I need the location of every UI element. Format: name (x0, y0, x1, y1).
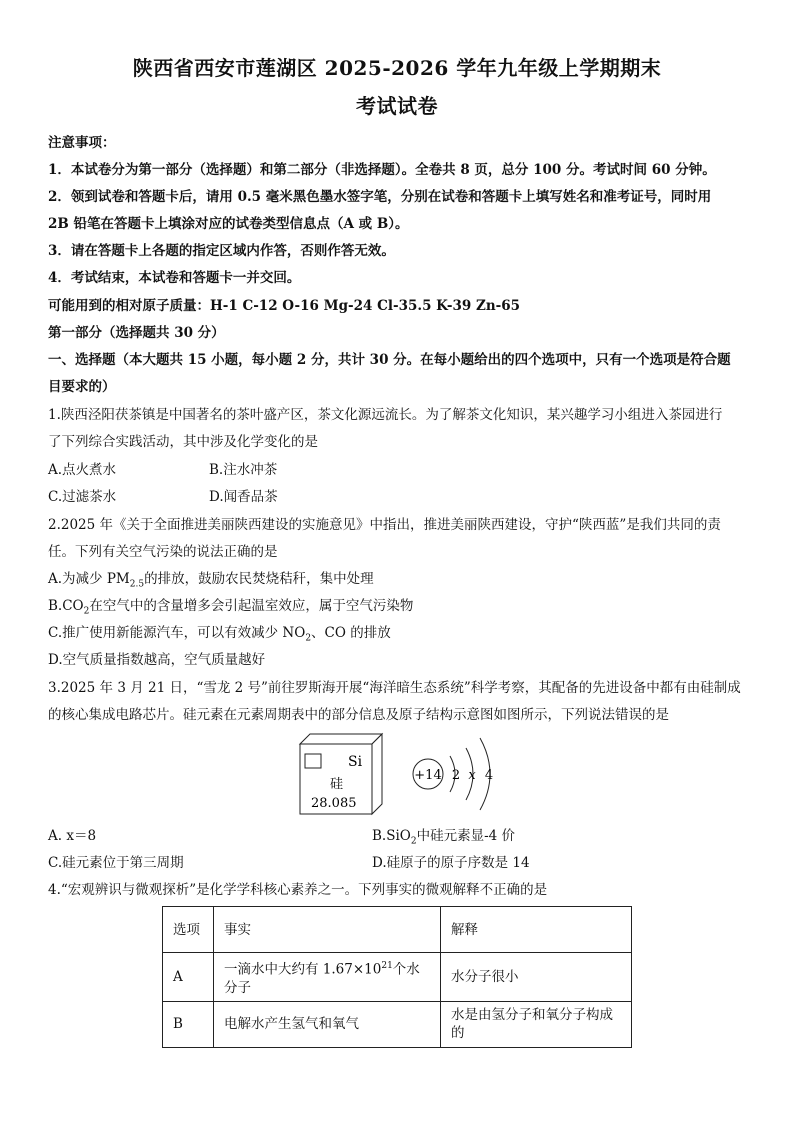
exam-title: 陕西省西安市莲湖区 2025-2026 学年九年级上学期期末 (132, 56, 662, 80)
element-symbol: Si (348, 754, 363, 770)
table-cell-option: B (163, 1001, 214, 1047)
note-item: 3．请在答题卡上各题的指定区域内作答，否则作答无效。 (48, 243, 395, 259)
table-row (163, 1001, 632, 1047)
note-item: 2B 铅笔在答题卡上填涂对应的试卷类型信息点（A 或 B）。 (48, 216, 409, 232)
table-header-cell: 解释 (441, 907, 632, 953)
q1-stem: 1.陕西泾阳茯茶镇是中国著名的茶叶盛产区，茶文化源远流长。为了解茶文化知识，某兴趣学习小组进入茶园进行 (48, 407, 723, 423)
table-header-row (163, 907, 632, 953)
q3-option-a: A. x＝8 (48, 828, 97, 844)
table-header-cell: 选项 (163, 907, 214, 953)
table-row (163, 953, 632, 1002)
q1-option-a: A.点火煮水 (48, 462, 117, 478)
table-cell-explanation: 水分子很小 (441, 953, 632, 1002)
q2-option-d: D.空气质量指数越高，空气质量越好 (48, 652, 266, 668)
table-cell-fact: 一滴水中大约有 $1.67\times 10^{21}$个水分子 (214, 953, 441, 1002)
q4-stem: 4.“宏观辨识与微观探析”是化学学科核心素养之一。下列事实的微观解释不正确的是 (48, 882, 548, 898)
shell-3-electrons: 4 (484, 768, 494, 783)
q1-stem-cont: 了下列综合实践活动，其中涉及化学变化的是 (48, 434, 318, 450)
table-cell-fact: 电解水产生氢气和氧气 (214, 1001, 441, 1047)
shell-1-electrons: 2 (451, 768, 461, 783)
q3-option-b: B.SiO$_2$中硅元素显-4 价 (372, 828, 516, 847)
q1-option-d: D.闻香品茶 (209, 489, 278, 505)
q2-option-c: C.推广使用新能源汽车，可以有效减少 $NO_2$、CO 的排放 (48, 625, 391, 644)
q1-option-b: B.注水冲茶 (209, 462, 278, 478)
part1-heading: 第一部分（选择题共 30 分） (48, 325, 225, 341)
nucleus-charge: +14 (414, 768, 442, 783)
periodic-table-cell (296, 730, 384, 816)
note-item: 1．本试卷分为第一部分（选择题）和第二部分（非选择题）。全卷共 8 页，总分 100 分。考试时间 60 分钟。 (48, 162, 716, 178)
atomic-structure-diagram (408, 734, 518, 814)
q1-option-c: C.过滤茶水 (48, 489, 117, 505)
note-item: 2．领到试卷和答题卡后，请用 0.5 毫米黑色墨水签字笔，分别在试卷和答题卡上填写姓名和准考证号，同时用 (48, 189, 712, 205)
section-instructions: 一、选择题（本大题共 15 小题，每小题 2 分，共计 30 分。在每小题给出的四个选项中，只有一个选项是符合题 (48, 352, 731, 368)
q2-stem: 2.2025 年《关于全面推进美丽陕西建设的实施意见》中指出，推进美丽陕西建设，守护“陕西蓝”是我们共同的责 (48, 517, 721, 533)
q3-option-d: D.硅原子的原子序数是 14 (372, 855, 530, 871)
exam-subtitle: 考试试卷 (356, 94, 438, 118)
q2-option-a: A.为减少 $PM_{2.5}$的排放，鼓励农民焚烧秸秆，集中处理 (48, 571, 374, 590)
note-item: 4．考试结束，本试卷和答题卡一并交回。 (48, 270, 301, 286)
table-cell-option: A (163, 953, 214, 1002)
section-instructions-cont: 目要求的） (48, 379, 116, 395)
q2-option-b: $B.CO_2$在空气中的含量增多会引起温室效应，属于空气污染物 (48, 598, 414, 617)
q3-stem-cont: 的核心集成电路芯片。硅元素在元素周期表中的部分信息及原子结构示意图如图所示，下列说法错误的是 (48, 707, 669, 723)
notes-heading: 注意事项： (48, 135, 116, 151)
element-name: 硅 (330, 777, 344, 792)
table-header-cell: 事实 (214, 907, 441, 953)
q4-table (162, 906, 632, 1048)
table-cell-explanation: 水是由氢分子和氧分子构成的 (441, 1001, 632, 1047)
element-mass: 28.085 (311, 796, 357, 811)
q2-stem-cont: 任。下列有关空气污染的说法正确的是 (48, 544, 278, 560)
atomic-masses: 可能用到的相对原子质量：H-1 C-12 O-16 Mg-24 Cl-35.5 K-39 Zn-65 (48, 298, 521, 314)
q3-stem: 3.2025 年 3 月 21 日，“雪龙 2 号”前往罗斯海开展“海洋暗生态系统”科学考察，其配备的先进设备中都有由硅制成 (48, 680, 741, 696)
shell-2-electrons: x (468, 768, 476, 783)
q3-option-c: C.硅元素位于第三周期 (48, 855, 184, 871)
